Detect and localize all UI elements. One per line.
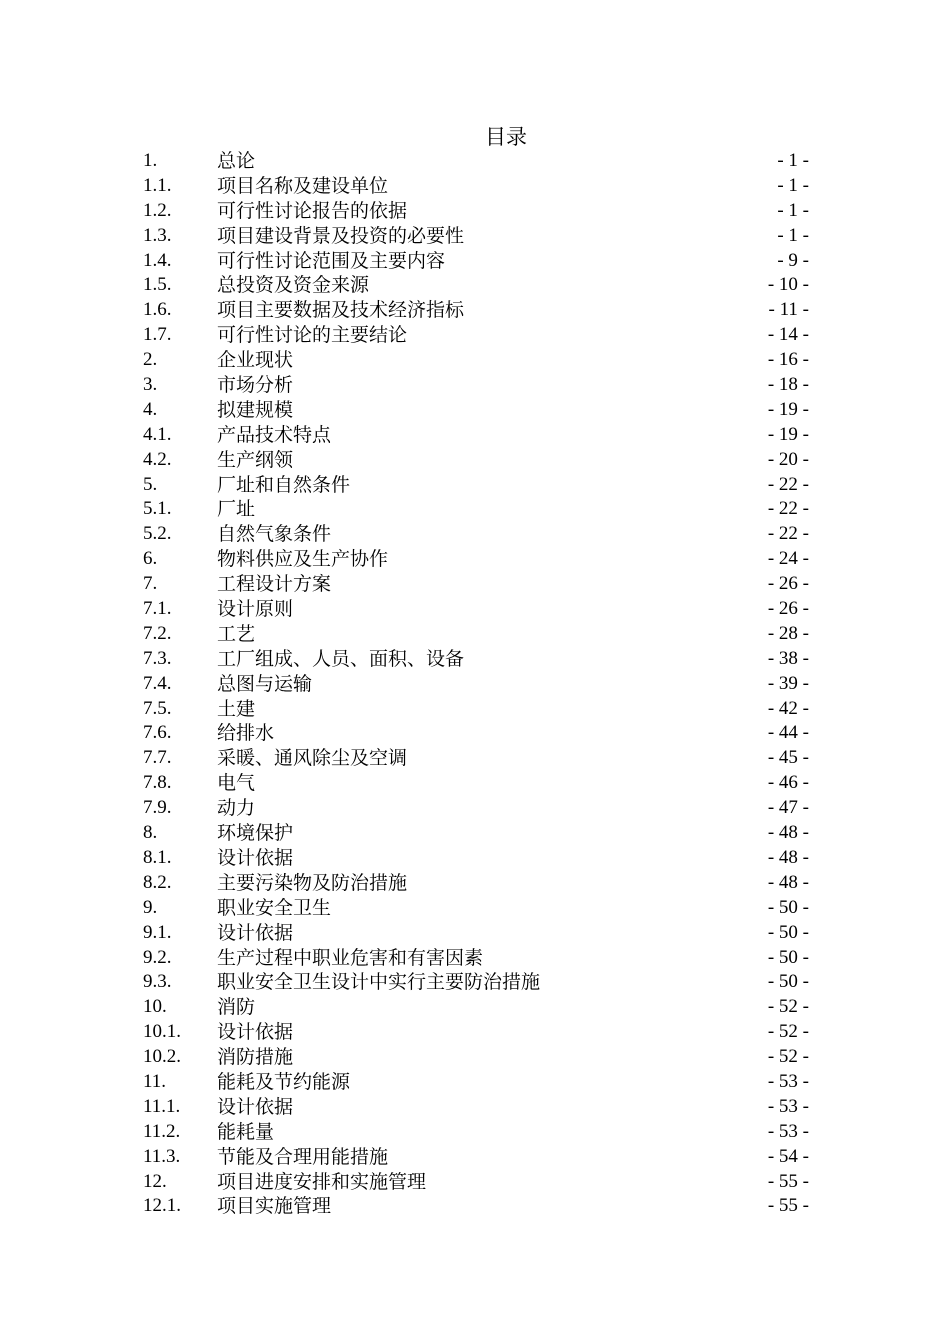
- toc-entry-page-number: - 50 -: [767, 946, 809, 968]
- toc-entry-number: 1.4.: [143, 249, 172, 271]
- toc-entry-page-number: - 52 -: [767, 996, 809, 1018]
- toc-entry[interactable]: [143, 1120, 809, 1145]
- toc-entry-title: 项目进度安排和实施管理: [217, 1170, 427, 1193]
- toc-entry-title: 设计依据: [217, 1021, 294, 1044]
- toc-entry-title: 能耗量: [217, 1120, 275, 1143]
- table-of-contents: [143, 149, 809, 1219]
- toc-entry[interactable]: [143, 1095, 809, 1120]
- toc-entry-title: 项目主要数据及技术经济指标: [217, 299, 465, 322]
- toc-entry-number: 7.2.: [143, 622, 172, 644]
- toc-entry[interactable]: [143, 721, 809, 746]
- toc-entry[interactable]: [143, 174, 809, 199]
- toc-entry-page-number: - 19 -: [767, 398, 809, 420]
- toc-entry[interactable]: [143, 348, 809, 373]
- toc-entry[interactable]: [143, 199, 809, 224]
- toc-entry[interactable]: [143, 821, 809, 846]
- toc-entry[interactable]: [143, 946, 809, 971]
- toc-entry-number: 9.1.: [143, 921, 172, 943]
- toc-entry-page-number: - 26 -: [767, 573, 809, 595]
- toc-entry-number: 1.5.: [143, 274, 172, 296]
- toc-entry-number: 9.: [143, 896, 158, 918]
- toc-entry[interactable]: [143, 547, 809, 572]
- toc-entry[interactable]: [143, 398, 809, 423]
- toc-entry-page-number: - 18 -: [767, 374, 809, 396]
- toc-entry-page-number: - 22 -: [767, 523, 809, 545]
- toc-entry-page-number: - 48 -: [767, 871, 809, 893]
- toc-entry-number: 6.: [143, 548, 158, 570]
- toc-entry-page-number: - 38 -: [767, 647, 809, 669]
- toc-entry-title: 拟建规模: [217, 398, 294, 421]
- toc-entry-number: 1.6.: [143, 299, 172, 321]
- toc-entry-number: 11.: [143, 1070, 167, 1092]
- toc-entry[interactable]: [143, 995, 809, 1020]
- toc-entry-title: 工厂组成、人员、面积、设备: [217, 647, 465, 670]
- toc-entry[interactable]: [143, 746, 809, 771]
- toc-entry-page-number: - 47 -: [767, 797, 809, 819]
- toc-entry-title: 项目名称及建设单位: [217, 174, 389, 197]
- toc-entry-page-number: - 55 -: [767, 1170, 809, 1192]
- toc-entry[interactable]: [143, 771, 809, 796]
- toc-entry-title: 消防: [217, 996, 256, 1019]
- toc-entry-page-number: - 20 -: [767, 448, 809, 470]
- toc-entry-page-number: - 44 -: [767, 722, 809, 744]
- toc-entry[interactable]: [143, 473, 809, 498]
- toc-entry-number: 7.1.: [143, 598, 172, 620]
- toc-entry[interactable]: [143, 249, 809, 274]
- toc-entry-title: 项目实施管理: [217, 1195, 332, 1218]
- toc-entry-page-number: - 22 -: [767, 473, 809, 495]
- toc-entry-page-number: - 39 -: [767, 672, 809, 694]
- toc-entry[interactable]: [143, 1070, 809, 1095]
- toc-entry[interactable]: [143, 921, 809, 946]
- toc-entry-page-number: - 11 -: [768, 299, 809, 321]
- toc-entry-title: 工程设计方案: [217, 573, 332, 596]
- toc-entry-title: 企业现状: [217, 349, 294, 372]
- toc-entry-page-number: - 52 -: [767, 1046, 809, 1068]
- toc-entry-page-number: - 52 -: [767, 1021, 809, 1043]
- toc-entry[interactable]: [143, 622, 809, 647]
- toc-entry-title: 生产纲领: [217, 448, 294, 471]
- toc-entry-title: 总论: [217, 150, 256, 172]
- toc-entry-page-number: - 26 -: [767, 598, 809, 620]
- toc-entry-title: 可行性讨论报告的依据: [217, 199, 408, 222]
- toc-entry-title: 可行性讨论范围及主要内容: [217, 249, 446, 272]
- toc-entry-page-number: - 45 -: [767, 747, 809, 769]
- toc-entry[interactable]: [143, 970, 809, 995]
- toc-entry[interactable]: [143, 298, 809, 323]
- toc-entry[interactable]: [143, 697, 809, 722]
- toc-entry-number: 11.2.: [143, 1120, 181, 1142]
- toc-entry-number: 5.1.: [143, 498, 172, 520]
- toc-entry-page-number: - 50 -: [767, 971, 809, 993]
- toc-entry-number: 8.1.: [143, 846, 172, 868]
- toc-entry-number: 5.: [143, 473, 158, 495]
- toc-entry-title: 物料供应及生产协作: [217, 548, 389, 571]
- toc-entry[interactable]: [143, 1020, 809, 1045]
- toc-entry-number: 7.9.: [143, 797, 172, 819]
- toc-entry-number: 3.: [143, 374, 158, 396]
- toc-entry-number: 12.1.: [143, 1195, 181, 1217]
- toc-entry[interactable]: [143, 1045, 809, 1070]
- toc-entry-number: 4.: [143, 398, 158, 420]
- toc-entry-title: 可行性讨论的主要结论: [217, 324, 408, 347]
- toc-entry-page-number: - 54 -: [767, 1145, 809, 1167]
- toc-entry-page-number: - 48 -: [767, 846, 809, 868]
- toc-entry-number: 7.8.: [143, 772, 172, 794]
- toc-entry[interactable]: [143, 896, 809, 921]
- toc-entry-page-number: - 28 -: [767, 622, 809, 644]
- toc-entry[interactable]: [143, 846, 809, 871]
- toc-entry-number: 7.4.: [143, 672, 172, 694]
- toc-entry-number: 8.: [143, 822, 158, 844]
- toc-entry-title: 动力: [217, 797, 256, 820]
- toc-entry-number: 7.3.: [143, 647, 172, 669]
- toc-entry-title: 厂址: [217, 498, 256, 521]
- toc-entry-number: 5.2.: [143, 523, 172, 545]
- toc-entry[interactable]: [143, 871, 809, 896]
- toc-entry[interactable]: [143, 597, 809, 622]
- toc-entry-number: 1.2.: [143, 199, 172, 221]
- toc-entry-number: 1.7.: [143, 324, 172, 346]
- toc-entry[interactable]: [143, 149, 809, 174]
- toc-entry[interactable]: [143, 423, 809, 448]
- toc-entry-page-number: - 53 -: [767, 1120, 809, 1142]
- toc-entry-page-number: - 24 -: [767, 548, 809, 570]
- toc-entry-title: 自然气象条件: [217, 523, 332, 546]
- toc-entry-title: 设计原则: [217, 598, 294, 621]
- toc-entry-number: 7.: [143, 573, 158, 595]
- toc-entry-title: 厂址和自然条件: [217, 473, 351, 496]
- toc-entry-title: 给排水: [217, 722, 275, 745]
- toc-entry-title: 总图与运输: [217, 672, 313, 695]
- toc-entry-title: 总投资及资金来源: [217, 274, 370, 297]
- toc-entry-page-number: - 9 -: [777, 249, 809, 271]
- toc-entry-number: 7.5.: [143, 697, 172, 719]
- toc-entry-number: 12.: [143, 1170, 167, 1192]
- toc-entry-page-number: - 48 -: [767, 822, 809, 844]
- toc-entry-title: 职业安全卫生设计中实行主要防治措施: [217, 971, 541, 994]
- toc-entry-number: 11.3.: [143, 1145, 181, 1167]
- toc-entry-title: 环境保护: [217, 822, 294, 845]
- toc-entry-number: 10.2.: [143, 1046, 181, 1068]
- toc-entry[interactable]: [143, 1145, 809, 1170]
- toc-entry-title: 工艺: [217, 622, 256, 645]
- toc-entry-number: 2.: [143, 349, 158, 371]
- toc-entry-page-number: - 42 -: [767, 697, 809, 719]
- toc-entry-title: 节能及合理用能措施: [217, 1145, 389, 1168]
- toc-entry-title: 设计依据: [217, 1095, 294, 1118]
- toc-entry-page-number: - 55 -: [767, 1195, 809, 1217]
- toc-entry[interactable]: [143, 1170, 809, 1195]
- toc-entry-number: 1.1.: [143, 174, 172, 196]
- toc-entry-title: 设计依据: [217, 846, 294, 869]
- toc-entry-page-number: - 14 -: [767, 324, 809, 346]
- toc-entry-page-number: - 46 -: [767, 772, 809, 794]
- toc-entry-page-number: - 50 -: [767, 896, 809, 918]
- toc-entry[interactable]: [143, 522, 809, 547]
- toc-entry-title: 产品技术特点: [217, 423, 332, 446]
- toc-entry[interactable]: [143, 224, 809, 249]
- toc-entry[interactable]: [143, 497, 809, 522]
- toc-entry-page-number: - 1 -: [777, 150, 809, 171]
- toc-entry-number: 9.2.: [143, 946, 172, 968]
- toc-entry-title: 土建: [217, 697, 256, 720]
- toc-entry-title: 职业安全卫生: [217, 896, 332, 919]
- toc-entry[interactable]: [143, 1194, 809, 1219]
- toc-entry-page-number: - 16 -: [767, 349, 809, 371]
- toc-entry-number: 7.6.: [143, 722, 172, 744]
- toc-entry-page-number: - 1 -: [777, 224, 809, 246]
- toc-entry-title: 项目建设背景及投资的必要性: [217, 224, 465, 247]
- toc-entry-page-number: - 22 -: [767, 498, 809, 520]
- toc-entry[interactable]: [143, 373, 809, 398]
- toc-entry-page-number: - 50 -: [767, 921, 809, 943]
- toc-entry-title: 采暖、通风除尘及空调: [217, 747, 408, 770]
- toc-entry-page-number: - 1 -: [777, 199, 809, 221]
- toc-entry[interactable]: [143, 672, 809, 697]
- toc-entry-title: 主要污染物及防治措施: [217, 871, 408, 894]
- toc-entry-page-number: - 53 -: [767, 1095, 809, 1117]
- toc-entry[interactable]: [143, 448, 809, 473]
- toc-entry-page-number: - 19 -: [767, 423, 809, 445]
- toc-title: 目录: [485, 125, 527, 149]
- toc-entry-title: 电气: [217, 772, 256, 795]
- toc-entry-number: 10.1.: [143, 1021, 181, 1043]
- toc-entry[interactable]: [143, 273, 809, 298]
- toc-entry[interactable]: [143, 647, 809, 672]
- toc-entry-page-number: - 53 -: [767, 1070, 809, 1092]
- toc-entry-number: 10.: [143, 996, 167, 1018]
- toc-entry[interactable]: [143, 572, 809, 597]
- toc-entry-number: 8.2.: [143, 871, 172, 893]
- toc-entry-number: 7.7.: [143, 747, 172, 769]
- toc-entry-number: 11.1.: [143, 1095, 181, 1117]
- toc-entry[interactable]: [143, 323, 809, 348]
- toc-entry-number: 1.: [143, 150, 158, 171]
- toc-entry-title: 消防措施: [217, 1046, 294, 1069]
- toc-entry-number: 4.1.: [143, 423, 172, 445]
- toc-entry[interactable]: [143, 796, 809, 821]
- toc-entry-title: 生产过程中职业危害和有害因素: [217, 946, 484, 969]
- toc-entry-title: 设计依据: [217, 921, 294, 944]
- toc-entry-title: 能耗及节约能源: [217, 1070, 351, 1093]
- toc-entry-number: 9.3.: [143, 971, 172, 993]
- toc-entry-number: 4.2.: [143, 448, 172, 470]
- toc-entry-title: 市场分析: [217, 374, 294, 397]
- toc-entry-number: 1.3.: [143, 224, 172, 246]
- toc-entry-page-number: - 1 -: [777, 174, 809, 196]
- toc-entry-page-number: - 10 -: [767, 274, 809, 296]
